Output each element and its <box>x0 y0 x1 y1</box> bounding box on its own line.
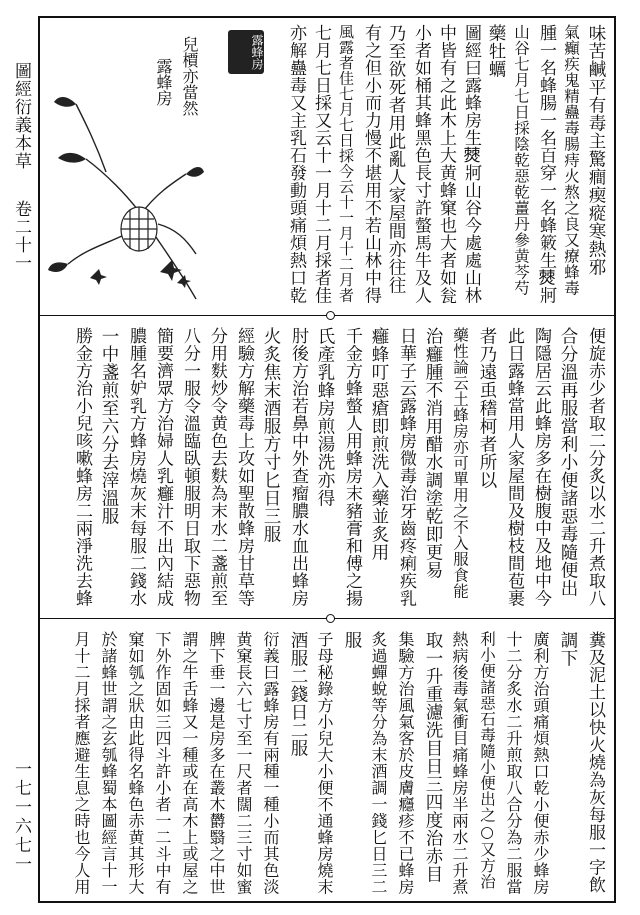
text-column: 便旋赤少者取二分炙以水二升煮取八 <box>585 327 605 607</box>
text-column: 廣利方治頭痛煩熱口乾小便赤少蜂房 <box>531 631 550 895</box>
text-column: 取一升重濾洗目日三四度治赤目 <box>423 631 443 883</box>
text-column: 一中盞煎至六分去滓溫服 <box>99 327 119 525</box>
text-column: 圖經曰露蜂房生𤏡牁山谷今處處山林 <box>461 24 481 304</box>
text-column: 謂之牛舌蜂又一種或在高木上或屋之 <box>180 631 199 895</box>
text-column: 腫一名蜂腸一名百穿一名蜂𥰡生𤏡牁 <box>536 24 556 304</box>
text-column: 分用麩炒令黄色去麩為末水二盞煎至 <box>207 327 227 607</box>
text-column: 藥牡蠣 <box>486 24 506 78</box>
text-column: 膿腫名妒乳方蜂房燒灰末每服二錢水 <box>126 327 146 607</box>
text-column: 勝金方治小兒咳嗽蜂房二兩淨洗去蜂 <box>72 327 92 607</box>
text-column: 下外作固如三四斗許小者一二斗中有 <box>153 631 172 895</box>
text-column: 此日露蜂當用人家屋間及樹枝間苞裹 <box>504 327 524 607</box>
panel-middle-text <box>54 327 608 607</box>
text-column: 利小便諸惡石毒隨小便出之○又方治 <box>478 631 496 890</box>
text-column: 陶隱居云此蜂房多在樹腹中及地中今 <box>531 327 551 607</box>
text-column: 中皆有之此木上大黄蜂窠也大者如瓮 <box>436 24 456 304</box>
text-column: 肘後方治若鼻中外查瘤膿水血出蜂房 <box>288 327 308 607</box>
text-column: 亦解蠱毒又主乳石發動頭痛煩熱口乾 <box>286 24 306 304</box>
entry-seal: 露蜂房 <box>228 30 264 74</box>
text-column: 炙過蟬蛻等分為末酒調一錢匕日三二 <box>369 631 388 895</box>
text-column: 調下 <box>558 631 578 667</box>
text-column: 癰蜂叮惡瘡即煎洗入藥並炙用 <box>369 327 389 561</box>
text-column: 衍義曰露蜂房有兩種一種小而其色淡 <box>261 631 280 895</box>
text-column: 集驗方治風氣客於皮膚癮疹不已蜂房 <box>396 631 415 895</box>
text-column: 風露者佳七月七日採今云十一月十二月者 <box>337 24 355 303</box>
text-column: 者乃遠䖝𥡴柯者所以 <box>477 327 497 489</box>
text-column: 合分溫再服當利小便諸惡毒隨便出 <box>558 327 578 597</box>
text-column: 經驗方解藥毒上攻如聖散蜂房甘草等 <box>234 327 254 607</box>
divider-dot <box>326 614 335 623</box>
text-column: 火炙焦末酒服方寸匕日三服 <box>261 327 281 543</box>
text-column: 酒服二錢日二服 <box>288 631 308 757</box>
text-column: 月十二月採者應避生息之時也今人用 <box>72 631 91 895</box>
text-column: 服 <box>342 631 362 649</box>
panel-bottom-text <box>54 631 608 897</box>
text-column: 糞及泥土以快火燒為灰每服一字飲 <box>585 631 605 894</box>
text-column: 子母秘錄方小兒大小便不通蜂房燒末 <box>315 631 334 895</box>
text-column: 山谷七月七日採陰乾惡乾薑丹參黄芩芍 <box>512 24 530 296</box>
volume-label: 卷二十一 <box>11 200 31 272</box>
text-column: 窠如瓠之狀由此得名蜂色赤黄其形大 <box>126 631 145 895</box>
text-column: 日華子云露蜂房微毒治牙齒疼痢疾乳 <box>396 327 416 607</box>
text-column: 味苦鹹平有毒主驚癎瘈瘲寒熱邪 <box>586 24 606 276</box>
text-column: 乃至欲死者用此亂人家屋間亦往往 <box>386 24 406 294</box>
text-column: 黄窠長六七寸至一尺者闊二三寸如蜜 <box>234 631 253 895</box>
illustration-caption: 露蜂房 <box>154 58 173 106</box>
text-column: 氏產乳蜂房煎湯洗亦得 <box>315 327 335 507</box>
text-column: 十二分炙水二升煎取八合分為二服當 <box>504 631 523 895</box>
book-title: 圖經衍義本草 <box>11 62 31 170</box>
text-column: 治癰腫不消用醋水調塗乾即更易 <box>423 327 443 579</box>
text-column: 千金方蜂螫人用蜂房末豬膏和傅之揚 <box>342 327 362 607</box>
page-number: 一七一六七一 <box>11 760 31 874</box>
text-column: 八分一服令溫臨臥頓服明日取下惡物 <box>180 327 200 607</box>
text-column: 簡要濟眾方治婦人乳癰汁不出內結成 <box>153 327 173 607</box>
panel-middle <box>40 321 614 613</box>
text-column: 藥性論云土蜂房亦可單用之不入服食能 <box>451 327 469 599</box>
text-column: 七月七日採又云十一月十二月採者佳 <box>311 24 331 304</box>
illustration-note: 兒檟亦當然 <box>180 36 199 116</box>
text-frame <box>38 16 616 903</box>
text-column: 於諸蜂世謂之玄瓠蜂蜀本圖經言十一 <box>99 631 118 895</box>
panel-top <box>40 18 614 310</box>
text-column: 脾下垂一邊是房多在叢木欝翳之中世 <box>207 631 226 895</box>
text-column: 小者如桶其蜂黑色長寸許螫馬牛及人 <box>411 24 431 304</box>
page-margin <box>0 0 38 915</box>
panel-top-text <box>272 24 608 304</box>
divider-dot <box>326 311 335 320</box>
text-column: 有之但小而力慢不堪用不若山林中得 <box>361 24 381 304</box>
text-column: 氣癲疾鬼精蠱毒腸痔火熬之良又療蜂毒 <box>562 24 580 296</box>
text-column: 熱病後毒氣衝目痛蜂房半兩水二升煮 <box>450 631 469 895</box>
panel-bottom <box>40 625 614 903</box>
